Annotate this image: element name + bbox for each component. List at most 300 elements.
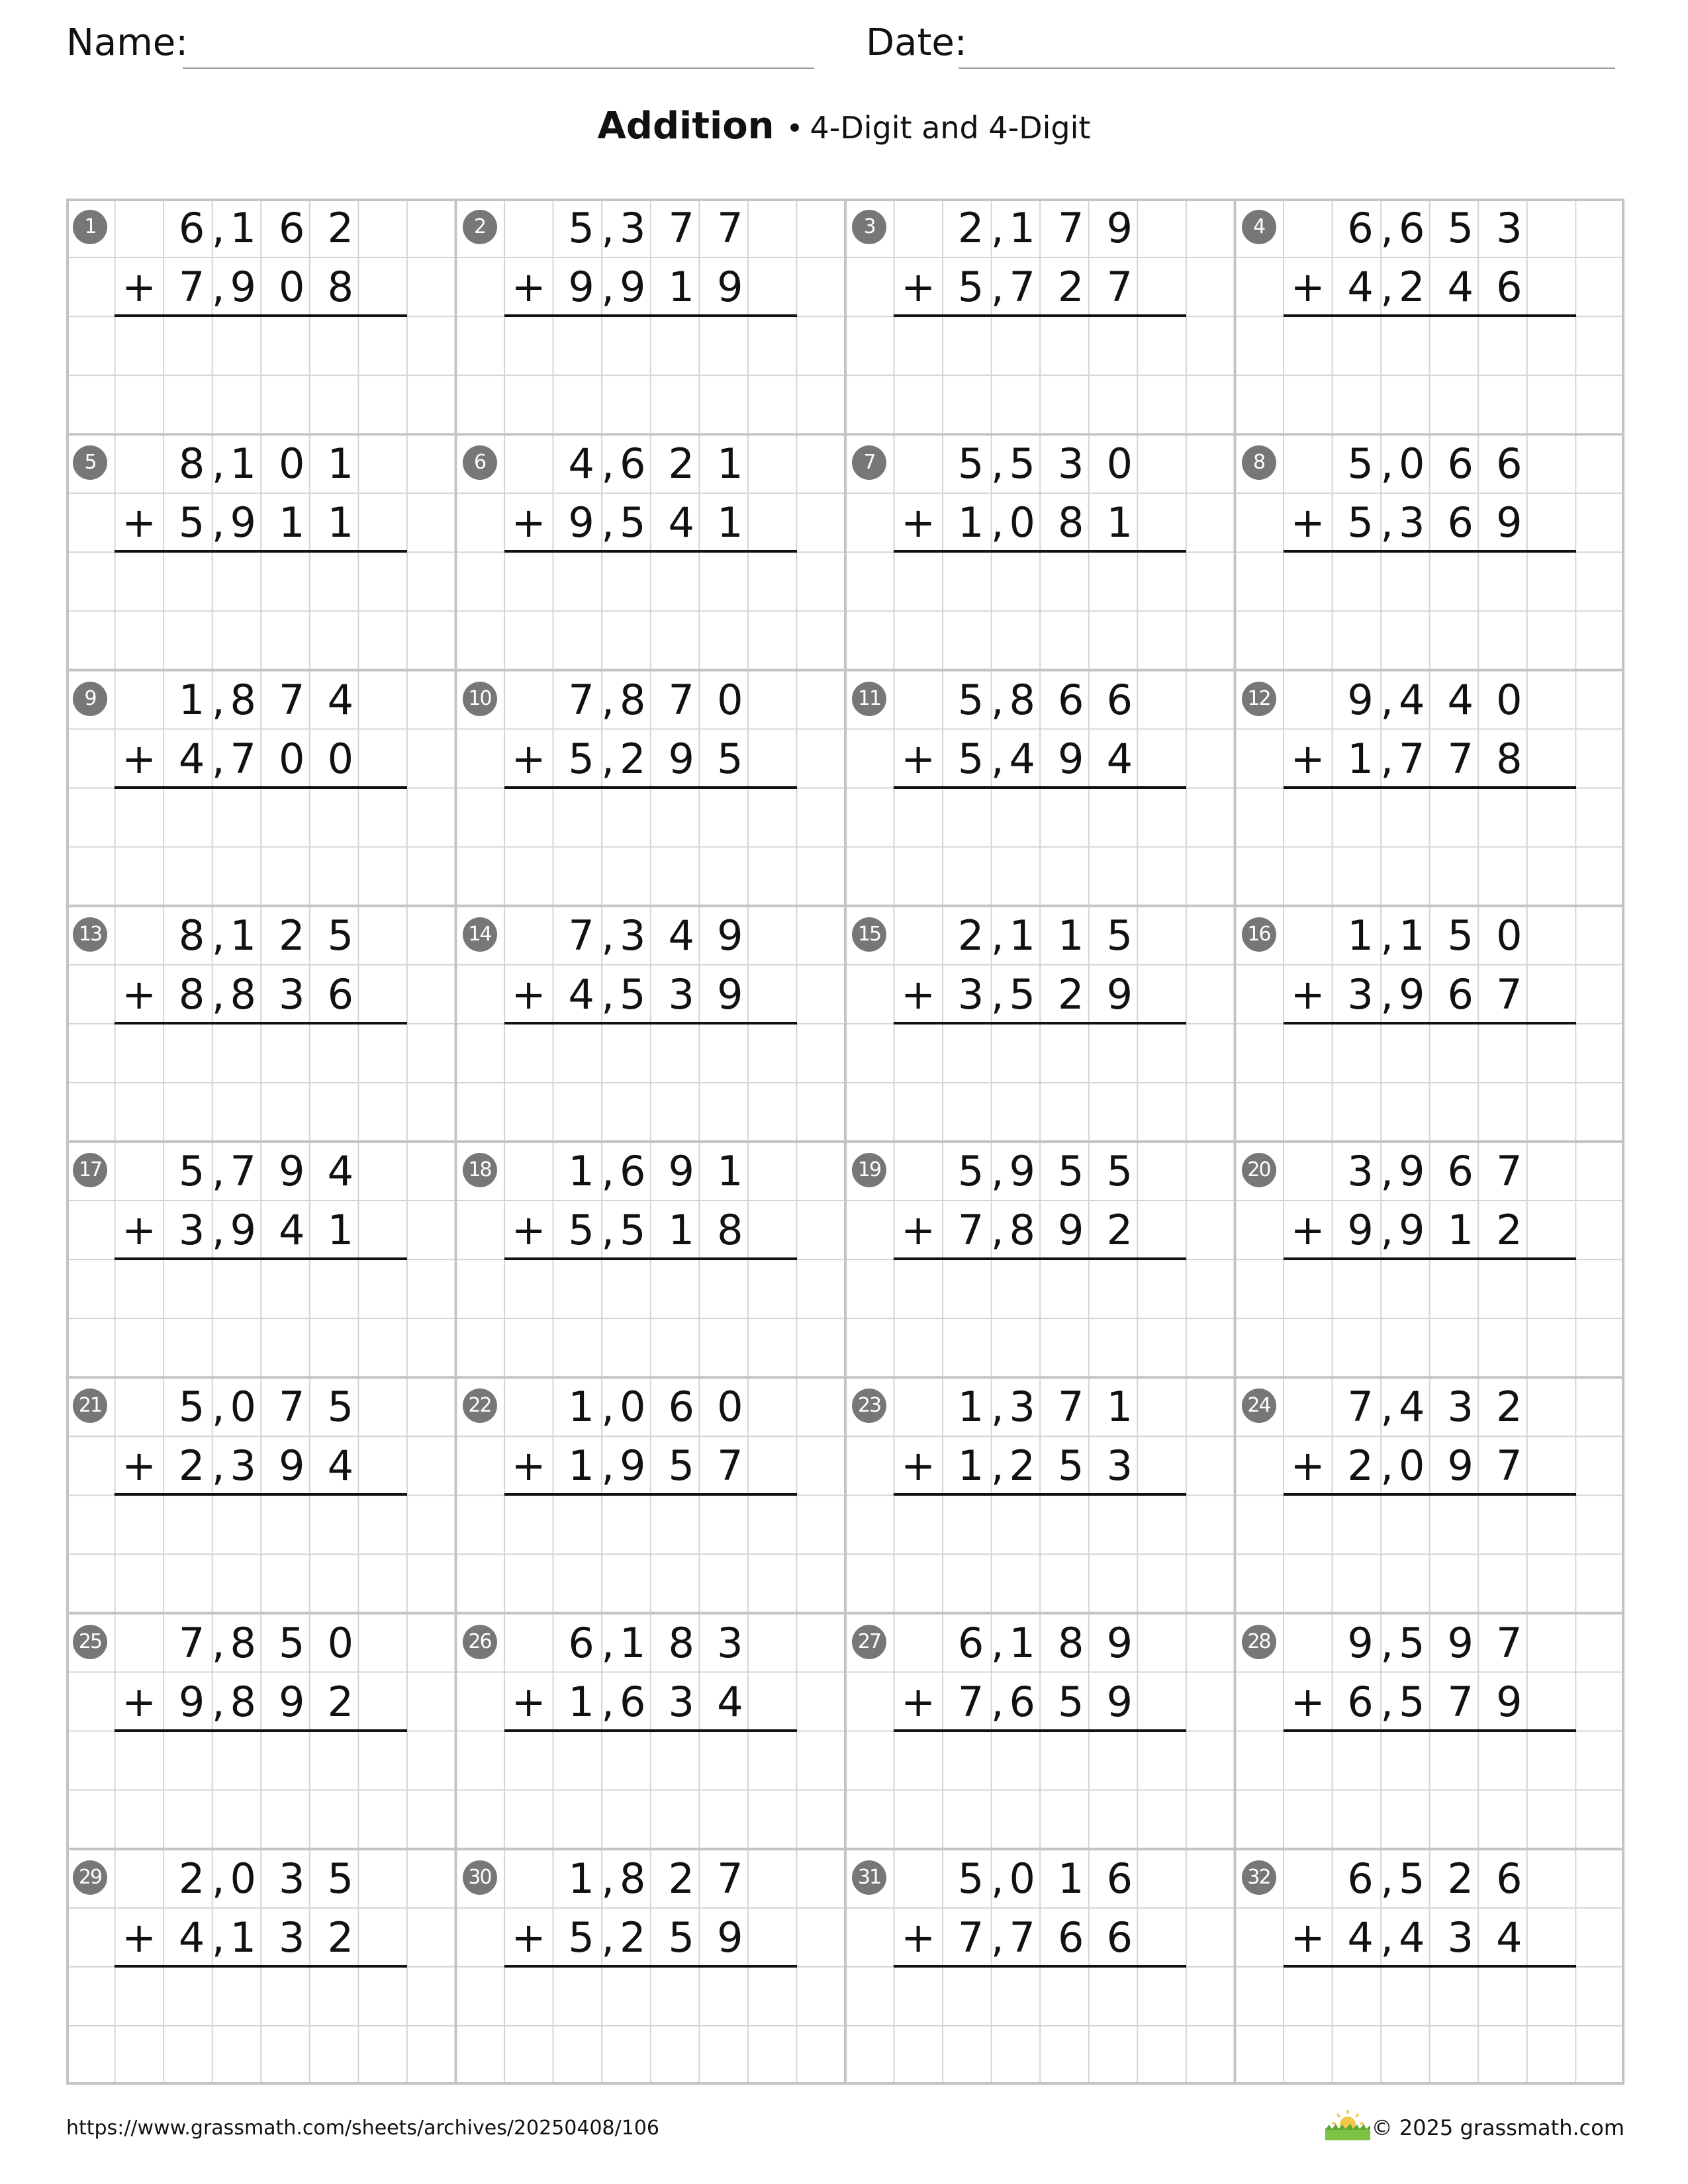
bottom-number-digit: 6 [1106,1913,1133,1962]
answer-area[interactable] [115,552,407,611]
bottom-number-digit: 1 [957,498,984,547]
bottom-number-digit: 3 [1106,1441,1133,1490]
bottom-number-digit: 9 [178,1677,205,1726]
top-number-digit: 9 [1106,204,1133,252]
top-number-digit: 6 [619,439,646,488]
bottom-number-digit: 5 [568,1206,594,1255]
top-number-digit: 9 [279,1147,305,1195]
top-number-digit: 1 [568,1383,594,1432]
top-number-comma: , [211,1854,225,1903]
bottom-number-comma: , [990,263,1004,312]
answer-area[interactable] [1284,788,1575,847]
bottom-number-digit: 1 [668,1206,694,1255]
top-number-digit: 0 [1496,675,1523,724]
bottom-number-digit: 9 [1106,970,1133,1019]
top-number-digit: 1 [230,204,256,252]
answer-area[interactable] [894,1731,1186,1790]
top-number-comma: , [1380,911,1394,960]
problem-number-badge: 1 [73,210,107,244]
bottom-number-comma: , [211,1441,225,1490]
top-number-digit: 7 [717,1854,743,1903]
problem-number-badge: 31 [852,1860,886,1895]
top-number-digit: 0 [279,439,305,488]
problem-number-badge: 17 [73,1153,107,1187]
plus-sign: + [901,1677,936,1726]
bottom-number-comma: , [601,970,615,1019]
problem-number-badge: 30 [463,1860,497,1895]
top-number-digit: 5 [957,675,984,724]
top-number-digit: 9 [1398,1147,1425,1195]
bottom-number-comma: , [211,263,225,312]
top-number-digit: 8 [1009,675,1035,724]
footer-copyright: © 2025 grassmath.com [1371,2115,1624,2140]
top-number-digit: 7 [178,1618,205,1667]
top-number-digit: 3 [1058,439,1084,488]
top-number-comma: , [601,911,615,960]
answer-area[interactable] [1284,552,1575,611]
top-number-digit: 5 [1398,1618,1425,1667]
problem-block [1235,670,1624,906]
answer-area[interactable] [504,1259,796,1318]
top-number-digit: 6 [1447,1147,1474,1195]
bottom-number-digit: 2 [1058,263,1084,312]
answer-area[interactable] [115,1259,407,1318]
answer-area[interactable] [504,552,796,611]
grass-sun-logo-icon [1324,2107,1372,2142]
top-number-digit: 1 [230,439,256,488]
top-number-digit: 6 [1496,439,1523,488]
bottom-number-comma: , [211,970,225,1019]
top-number-digit: 2 [279,911,305,960]
answer-area[interactable] [894,1024,1186,1083]
plus-sign: + [122,970,157,1019]
bottom-number-digit: 9 [717,970,743,1019]
plus-sign: + [122,734,157,783]
bottom-number-comma: , [990,1677,1004,1726]
bottom-number-digit: 5 [178,498,205,547]
top-number-digit: 5 [1058,1147,1084,1195]
bottom-number-digit: 2 [1398,263,1425,312]
bottom-number-digit: 4 [717,1677,743,1726]
problem-block [845,1377,1235,1613]
bottom-number-digit: 9 [230,498,256,547]
top-number-digit: 4 [1447,675,1474,724]
top-number-digit: 9 [1009,1147,1035,1195]
bottom-number-comma: , [1380,734,1394,783]
top-number-digit: 7 [1058,204,1084,252]
top-number-digit: 1 [230,911,256,960]
bottom-number-digit: 4 [1009,734,1035,783]
problem-number-badge: 32 [1242,1860,1276,1895]
top-number-digit: 2 [957,911,984,960]
plus-sign: + [511,263,546,312]
plus-sign: + [901,498,936,547]
plus-sign: + [511,1441,546,1490]
top-number-digit: 5 [327,1383,354,1432]
top-number-digit: 2 [668,439,694,488]
date-line[interactable] [959,68,1615,69]
bottom-number-comma: , [990,970,1004,1019]
top-number-digit: 6 [1347,204,1374,252]
bottom-number-digit: 6 [619,1677,646,1726]
top-number-digit: 6 [1106,1854,1133,1903]
bottom-number-comma: , [990,1441,1004,1490]
top-number-digit: 1 [178,675,205,724]
top-number-digit: 9 [1106,1618,1133,1667]
answer-area[interactable] [1284,1259,1575,1318]
top-number-digit: 1 [1347,911,1374,960]
answer-area[interactable] [894,1259,1186,1318]
top-number-digit: 1 [327,439,354,488]
bottom-number-digit: 9 [279,1677,305,1726]
bottom-number-digit: 0 [1009,498,1035,547]
bottom-number-digit: 6 [1447,498,1474,547]
top-number-comma: , [601,1147,615,1195]
bottom-number-digit: 1 [568,1677,594,1726]
problem-number-badge: 26 [463,1625,497,1659]
bottom-number-digit: 0 [327,734,354,783]
answer-area[interactable] [1284,316,1575,375]
top-number-digit: 3 [717,1618,743,1667]
problem-block [1235,1849,1624,2085]
top-number-digit: 2 [1447,1854,1474,1903]
bottom-number-comma: , [990,498,1004,547]
top-number-digit: 6 [178,204,205,252]
bottom-number-comma: , [601,263,615,312]
top-number-digit: 4 [327,1147,354,1195]
top-number-digit: 4 [568,439,594,488]
bottom-number-digit: 7 [178,263,205,312]
bottom-number-digit: 8 [230,1677,256,1726]
top-number-comma: , [990,1618,1004,1667]
top-number-digit: 5 [1398,1854,1425,1903]
top-number-digit: 4 [1398,1383,1425,1432]
problem-number-badge: 3 [852,210,886,244]
top-number-digit: 5 [178,1147,205,1195]
problem-number-badge: 15 [852,917,886,952]
problem-block [456,199,845,434]
answer-area[interactable] [1284,1967,1575,2026]
plus-sign: + [511,1206,546,1255]
bottom-number-digit: 9 [230,1206,256,1255]
top-number-digit: 0 [1106,439,1133,488]
title-separator: • [786,112,804,146]
top-number-comma: , [1380,1854,1394,1903]
bottom-number-digit: 3 [668,970,694,1019]
bottom-number-digit: 9 [668,734,694,783]
top-number-digit: 2 [178,1854,205,1903]
top-number-comma: , [211,1383,225,1432]
top-number-comma: , [1380,1383,1394,1432]
top-number-digit: 6 [279,204,305,252]
bottom-number-digit: 1 [230,1913,256,1962]
problem-block [1235,906,1624,1142]
bottom-number-digit: 4 [279,1206,305,1255]
bottom-number-digit: 5 [619,970,646,1019]
bottom-number-digit: 9 [1058,1206,1084,1255]
top-number-comma: , [990,204,1004,252]
bottom-number-digit: 5 [717,734,743,783]
bottom-number-comma: , [990,1206,1004,1255]
bottom-number-digit: 8 [1009,1206,1035,1255]
problem-block [456,1377,845,1613]
top-number-digit: 6 [668,1383,694,1432]
top-number-digit: 5 [1106,911,1133,960]
problem-block [1235,1614,1624,1849]
top-number-digit: 7 [230,1147,256,1195]
bottom-number-digit: 5 [619,498,646,547]
top-number-digit: 3 [1496,204,1523,252]
top-number-digit: 5 [957,1147,984,1195]
bottom-number-digit: 2 [619,1913,646,1962]
problem-block [66,1377,455,1613]
problem-number-badge: 20 [1242,1153,1276,1187]
bottom-number-digit: 4 [668,498,694,547]
bottom-number-digit: 1 [1447,1206,1474,1255]
problem-number-badge: 16 [1242,917,1276,952]
answer-area[interactable] [504,1967,796,2026]
bottom-number-digit: 4 [178,734,205,783]
problem-number-badge: 18 [463,1153,497,1187]
top-number-comma: , [990,439,1004,488]
bottom-number-digit: 6 [327,970,354,1019]
top-number-comma: , [601,1383,615,1432]
top-number-digit: 5 [957,1854,984,1903]
bottom-number-digit: 1 [717,498,743,547]
answer-area[interactable] [894,788,1186,847]
top-number-digit: 7 [279,1383,305,1432]
bottom-number-digit: 4 [178,1913,205,1962]
problem-block [456,434,845,670]
name-line[interactable] [183,68,814,69]
top-number-comma: , [211,911,225,960]
top-number-digit: 6 [1106,675,1133,724]
top-number-digit: 9 [1347,675,1374,724]
bottom-number-digit: 3 [1398,498,1425,547]
bottom-number-comma: , [990,1913,1004,1962]
problem-number-badge: 19 [852,1153,886,1187]
footer-url[interactable]: https://www.grassmath.com/sheets/archives/20250408/106 [66,2116,660,2140]
problem-block [66,434,455,670]
answer-area[interactable] [504,1495,796,1554]
top-number-comma: , [990,1147,1004,1195]
top-number-digit: 5 [279,1618,305,1667]
bottom-number-digit: 9 [279,1441,305,1490]
bottom-number-comma: , [601,734,615,783]
bottom-number-digit: 8 [717,1206,743,1255]
plus-sign: + [122,1913,157,1962]
answer-area[interactable] [1284,1731,1575,1790]
bottom-number-digit: 9 [1398,1206,1425,1255]
top-number-digit: 5 [327,911,354,960]
problem-number-badge: 2 [463,210,497,244]
plus-sign: + [1290,1206,1325,1255]
problem-block [456,906,845,1142]
top-number-digit: 5 [1447,911,1474,960]
top-number-digit: 7 [568,675,594,724]
bottom-number-digit: 5 [1058,1441,1084,1490]
bottom-number-comma: , [1380,1206,1394,1255]
bottom-number-digit: 3 [957,970,984,1019]
bottom-number-digit: 9 [1496,498,1523,547]
problem-number-badge: 8 [1242,445,1276,480]
bottom-number-digit: 8 [178,970,205,1019]
problem-number-badge: 5 [73,445,107,480]
top-number-digit: 5 [1106,1147,1133,1195]
bottom-number-digit: 5 [668,1441,694,1490]
bottom-number-digit: 6 [1447,970,1474,1019]
plus-sign: + [511,970,546,1019]
bottom-number-digit: 4 [1398,1913,1425,1962]
answer-area[interactable] [115,1967,407,2026]
bottom-number-digit: 9 [1447,1441,1474,1490]
answer-area[interactable] [894,552,1186,611]
top-number-comma: , [211,675,225,724]
bottom-number-comma: , [601,498,615,547]
top-number-digit: 9 [1347,1618,1374,1667]
top-number-digit: 3 [1447,1383,1474,1432]
problem-number-badge: 14 [463,917,497,952]
plus-sign: + [122,498,157,547]
top-number-digit: 7 [568,911,594,960]
problem-block [456,1142,845,1377]
bottom-number-comma: , [1380,1677,1394,1726]
answer-area[interactable] [504,1731,796,1790]
problem-block [66,1849,455,2085]
plus-sign: + [1290,734,1325,783]
bottom-number-digit: 5 [957,263,984,312]
top-number-digit: 2 [668,1854,694,1903]
bottom-number-digit: 4 [568,970,594,1019]
bottom-number-digit: 7 [230,734,256,783]
title-subtitle: 4-Digit and 4-Digit [810,110,1091,146]
bottom-number-digit: 6 [1009,1677,1035,1726]
bottom-number-digit: 2 [1347,1441,1374,1490]
top-number-digit: 7 [1496,1618,1523,1667]
top-number-digit: 6 [1496,1854,1523,1903]
date-label: Date: [866,21,967,64]
plus-sign: + [1290,1913,1325,1962]
top-number-digit: 8 [619,1854,646,1903]
top-number-digit: 0 [1009,1854,1035,1903]
answer-area[interactable] [1284,1024,1575,1083]
worksheet-title [0,105,1688,148]
top-number-digit: 8 [230,675,256,724]
top-number-comma: , [211,1147,225,1195]
bottom-number-digit: 4 [327,1441,354,1490]
top-number-digit: 4 [1398,675,1425,724]
answer-area[interactable] [894,1495,1186,1554]
top-number-digit: 7 [717,204,743,252]
top-number-digit: 8 [668,1618,694,1667]
bottom-number-comma: , [1380,1441,1394,1490]
answer-area[interactable] [115,1731,407,1790]
problem-number-badge: 6 [463,445,497,480]
problem-number-badge: 4 [1242,210,1276,244]
top-number-digit: 5 [1009,439,1035,488]
bottom-number-comma: , [211,1206,225,1255]
top-number-comma: , [990,1854,1004,1903]
answer-area[interactable] [1284,1495,1575,1554]
bottom-number-digit: 9 [1058,734,1084,783]
top-number-digit: 0 [230,1854,256,1903]
answer-area[interactable] [115,788,407,847]
answer-area[interactable] [115,1024,407,1083]
top-number-digit: 6 [1398,204,1425,252]
bottom-number-comma: , [211,498,225,547]
problem-block [845,1849,1235,2085]
answer-area[interactable] [894,316,1186,375]
bottom-number-digit: 7 [957,1913,984,1962]
top-number-digit: 3 [1347,1147,1374,1195]
bottom-number-digit: 3 [1447,1913,1474,1962]
top-number-comma: , [1380,1147,1394,1195]
top-number-comma: , [1380,204,1394,252]
bottom-number-digit: 7 [1447,734,1474,783]
problem-number-badge: 21 [73,1388,107,1423]
bottom-number-digit: 3 [1347,970,1374,1019]
answer-area[interactable] [894,1967,1186,2026]
top-number-digit: 4 [668,911,694,960]
answer-area[interactable] [504,788,796,847]
bottom-number-digit: 7 [1009,1913,1035,1962]
bottom-number-comma: , [211,1677,225,1726]
top-number-comma: , [601,204,615,252]
top-number-digit: 5 [327,1854,354,1903]
plus-sign: + [901,734,936,783]
plus-sign: + [1290,1677,1325,1726]
top-number-digit: 0 [717,1383,743,1432]
top-number-comma: , [1380,1618,1394,1667]
answer-area[interactable] [115,1495,407,1554]
bottom-number-digit: 2 [327,1913,354,1962]
bottom-number-digit: 8 [1496,734,1523,783]
problem-block [66,199,455,434]
top-number-comma: , [211,439,225,488]
bottom-number-digit: 9 [1496,1677,1523,1726]
bottom-number-digit: 2 [1009,1441,1035,1490]
top-number-digit: 7 [668,204,694,252]
answer-area[interactable] [504,1024,796,1083]
top-number-digit: 1 [957,1383,984,1432]
plus-sign: + [901,1913,936,1962]
bottom-number-digit: 1 [568,1441,594,1490]
top-number-digit: 5 [1447,204,1474,252]
problem-block [845,199,1235,434]
plus-sign: + [122,1677,157,1726]
problem-number-badge: 25 [73,1625,107,1659]
top-number-comma: , [601,675,615,724]
answer-area[interactable] [504,316,796,375]
bottom-number-digit: 6 [1058,1913,1084,1962]
plus-sign: + [511,1677,546,1726]
top-number-digit: 4 [327,675,354,724]
problem-number-badge: 28 [1242,1625,1276,1659]
top-number-comma: , [601,439,615,488]
problem-block [845,670,1235,906]
answer-area[interactable] [115,316,407,375]
problem-block [456,670,845,906]
top-number-digit: 7 [1058,1383,1084,1432]
top-number-comma: , [1380,675,1394,724]
bottom-number-digit: 0 [279,263,305,312]
top-number-digit: 2 [957,204,984,252]
bottom-number-digit: 7 [1398,734,1425,783]
bottom-number-digit: 9 [1398,970,1425,1019]
top-number-digit: 0 [1496,911,1523,960]
bottom-number-digit: 9 [717,263,743,312]
top-number-comma: , [990,911,1004,960]
